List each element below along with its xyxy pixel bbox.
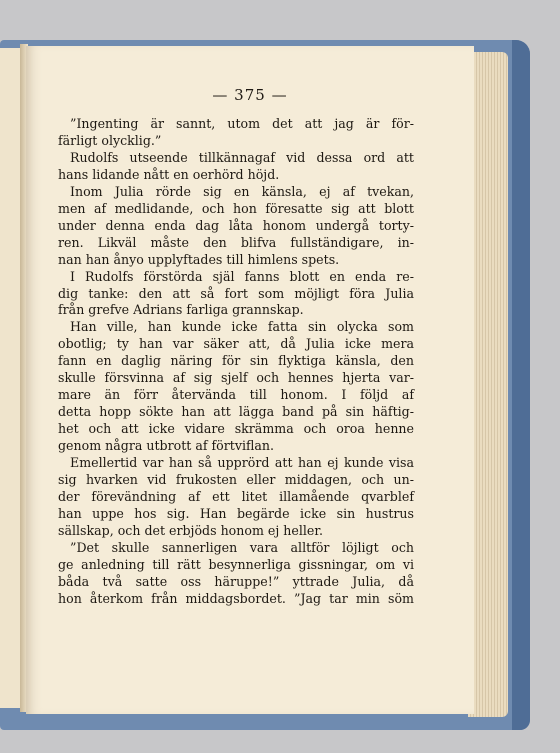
- page-number: — 375 —: [212, 86, 288, 104]
- text-line: från grefve Adrians farliga grannskap.: [58, 302, 304, 318]
- text-line: hans lidande nått en oerhörd höjd.: [58, 166, 280, 182]
- text-line: Inom Julia rörde sig en känsla, ej af tvekan,: [70, 183, 414, 199]
- text-line: han uppe hos sig. Han begärde icke sin hustrus: [58, 505, 414, 521]
- text-line: mare än förr återvända till honom. I följd af: [58, 387, 414, 403]
- text-line: men af medlidande, och hon föresatte sig att blott: [58, 200, 414, 216]
- text-line: under denna enda dag låta honom undergå torty-: [58, 217, 414, 233]
- text-line: I Rudolfs förstörda själ fanns blott en enda re-: [70, 268, 414, 284]
- page-body-text: [58, 116, 414, 608]
- text-line: genom några utbrott af förtviflan.: [58, 438, 274, 454]
- text-line: het och att icke vidare skrämma och oroa henne: [58, 421, 414, 437]
- text-line: hon återkom från middagsbordet. ”Jag tar min söm: [58, 590, 414, 606]
- text-line: der förevändning af ett litet illamående qvarblef: [58, 488, 414, 504]
- text-line: ge anledning till rätt besynnerliga gissningar, om vi: [58, 556, 414, 572]
- text-line: obotlig; ty han var säker att, då Julia icke mera: [58, 336, 414, 352]
- text-line: sällskap, och det erbjöds honom ej heller.: [58, 522, 323, 538]
- text-line: Emellertid var han så upprörd att han ej kunde visa: [70, 455, 414, 471]
- text-line: nan han ånyo upplyftades till himlens spets.: [58, 251, 340, 267]
- book-page: [26, 46, 474, 714]
- text-line: båda två satte oss häruppe!” yttrade Julia, då: [58, 573, 414, 589]
- text-line: färligt olycklig.”: [58, 132, 162, 148]
- text-line: Rudolfs utseende tillkännagaf vid dessa ord att: [70, 149, 414, 165]
- text-line: skulle försvinna af sig sjelf och hennes hjerta var-: [58, 370, 414, 386]
- text-line: ”Det skulle sannerligen vara alltför löjligt och: [70, 539, 414, 555]
- text-line: sig hvarken vid frukosten eller middagen, och un-: [58, 472, 414, 488]
- text-line: ”Ingenting är sannt, utom det att jag är för-: [70, 116, 414, 131]
- text-line: fann en daglig näring för sin flyktiga känsla, den: [58, 353, 414, 369]
- text-line: dig tanke: den att så fort som möjligt föra Julia: [58, 285, 414, 301]
- left-page-edge: [0, 48, 20, 708]
- page-stack-edge: [468, 52, 508, 717]
- text-line: ren. Likväl måste den blifva fullständigare, in-: [58, 234, 414, 250]
- text-line: Han ville, han kunde icke fatta sin olycka som: [70, 319, 414, 335]
- cover-edge: [512, 40, 530, 730]
- text-line: detta hopp sökte han att lägga band på sin häftig-: [58, 404, 414, 420]
